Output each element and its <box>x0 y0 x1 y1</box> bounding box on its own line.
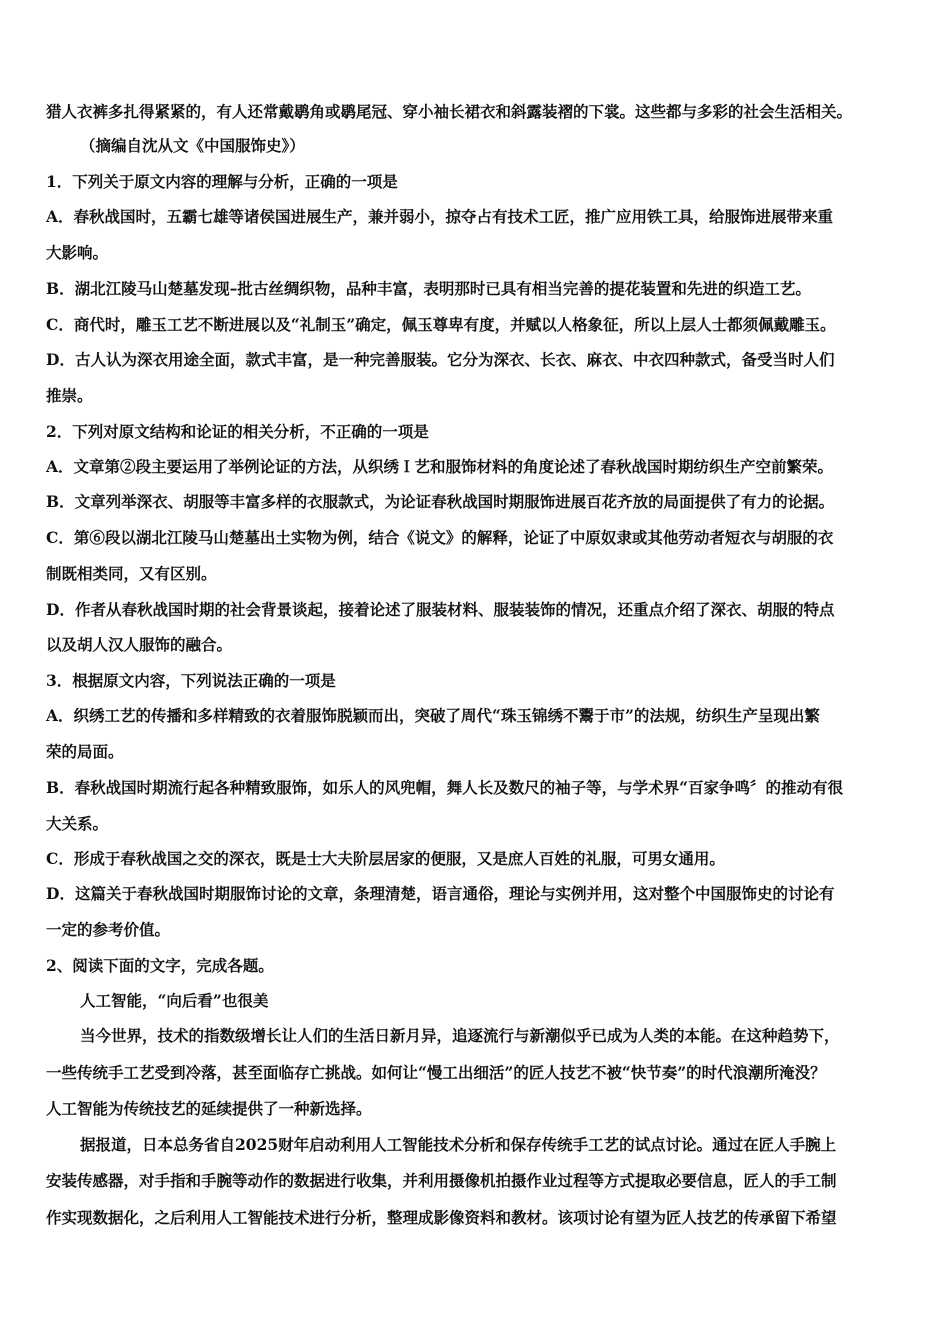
article-paragraph-line: 安装传感器，对手指和手腕等动作的数据进行收集，并利用摄像机拍摄作业过程等方式提取必要信息，匠人的手工制 <box>46 1171 837 1190</box>
question-3-option-d: D．这篇关于春秋战国时期服饰讨论的文章，条理清楚，语言通俗，理论与实例并用，这对整个中国服饰史的讨论有 <box>46 884 835 903</box>
question-2-option-c: C．第⑥段以湖北江陵马山楚墓出土实物为例，结合《说文》的解释，论证了中原奴隶或其他劳动者短衣与胡服的衣 <box>46 528 834 547</box>
article-paragraph-line: 人工智能为传统技艺的延续提供了一种新选择。 <box>46 1099 372 1118</box>
question-2-option-d: D．作者从春秋战国时期的社会背景谈起，接着论述了服装材料、服装装饰的情况，还重点介绍了深衣、胡服的特点 <box>46 600 835 619</box>
question-1-option-a: A．春秋战国时，五霸七雄等诸侯国进展生产，兼并弱小，掠夺占有技术工匠，推广应用铁工具，给服饰进展带来重 <box>46 207 834 226</box>
question-3-option-b: B．春秋战国时期流行起各种精致服饰，如乐人的风兜帽，舞人长及数尺的袖子等，与学术界“百家争鸣〞的推动有很 <box>46 778 844 797</box>
question-3-stem: 3．根据原文内容，下列说法正确的一项是 <box>46 671 336 690</box>
article-paragraph-line: 作实现数据化，之后利用人工智能技术进行分析，整理成影像资料和教材。该项讨论有望为匠人技艺的传承留下希望 <box>46 1208 837 1227</box>
question-3-option-a: A．织绣工艺的传播和多样精致的衣着服饰脱颖而出，突破了周代“珠玉锦绣不鬻于市”的法规，纺织生产呈现出繁 <box>46 706 820 725</box>
question-3-option-b-cont: 大关系。 <box>46 814 109 833</box>
question-3-option-d-cont: 一定的参考价值。 <box>46 920 171 939</box>
question-1-option-d: D．古人认为深衣用途全面，款式丰富，是一种完善服装。它分为深衣、长衣、麻衣、中衣四种款式，备受当时人们 <box>46 350 835 369</box>
question-2-option-c-cont: 制既相类同，又有区别。 <box>46 564 217 583</box>
question-3-option-a-cont: 荣的局面。 <box>46 742 124 761</box>
article-paragraph-line: 一些传统手工艺受到冷落，甚至面临存亡挑战。如何让“慢工出细活”的匠人技艺不被“快节奏”的时代浪潮所淹没？ <box>46 1063 826 1082</box>
question-1-option-d-cont: 推崇。 <box>46 386 93 405</box>
question-3-option-c: C．形成于春秋战国之交的深衣，既是士大夫阶层居家的便服，又是庶人百姓的礼服，可男女通用。 <box>46 849 725 868</box>
section-heading: 2、阅读下面的文字，完成各题。 <box>46 956 274 975</box>
article-title: 人工智能，“向后看”也很美 <box>80 991 269 1010</box>
question-2-option-b: B．文章列举深衣、胡服等丰富多样的衣服款式，为论证春秋战国时期服饰进展百花齐放的局面提供了有力的论据。 <box>46 492 835 511</box>
article-paragraph-line: 据报道，日本总务省自2025财年启动利用人工智能技术分析和保存传统手工艺的试点讨论。通过在匠人手腕上 <box>80 1135 837 1154</box>
question-2-option-a: A．文章第②段主要运用了举例论证的方法，从织绣Ｉ艺和服饰材料的角度论述了春秋战国时期纺织生产空前繁荣。 <box>46 457 834 476</box>
source-citation: （摘编自沈从文《中国服饰史》） <box>80 136 305 155</box>
paragraph-line: 猎人衣裤多扎得紧紧的，有人还常戴鹖角或鹖尾冠、穿小袖长裙衣和斜露装褶的下裳。这些都与多彩的社会生活相关。 <box>46 102 853 121</box>
question-2-option-d-cont: 以及胡人汉人服饰的融合。 <box>46 635 233 654</box>
question-1-stem: 1．下列关于原文内容的理解与分析，正确的一项是 <box>46 172 398 191</box>
question-2-stem: 2．下列对原文结构和论证的相关分析，不正确的一项是 <box>46 422 429 441</box>
question-1-option-c: C．商代时，雕玉工艺不断进展以及“礼制玉”确定，佩玉尊卑有度，并赋以人格象征，所以上层人士都须佩戴雕玉。 <box>46 315 836 334</box>
question-1-option-b: B．湖北江陵马山楚墓发现–批古丝绸织物，品种丰富，表明那时已具有相当完善的提花装置和先进的织造工艺。 <box>46 279 811 298</box>
question-1-option-a-cont: 大影响。 <box>46 243 109 262</box>
article-paragraph-line: 当今世界，技术的指数级增长让人们的生活日新月异，追逐流行与新潮似乎已成为人类的本能。在这种趋势下， <box>80 1026 840 1045</box>
